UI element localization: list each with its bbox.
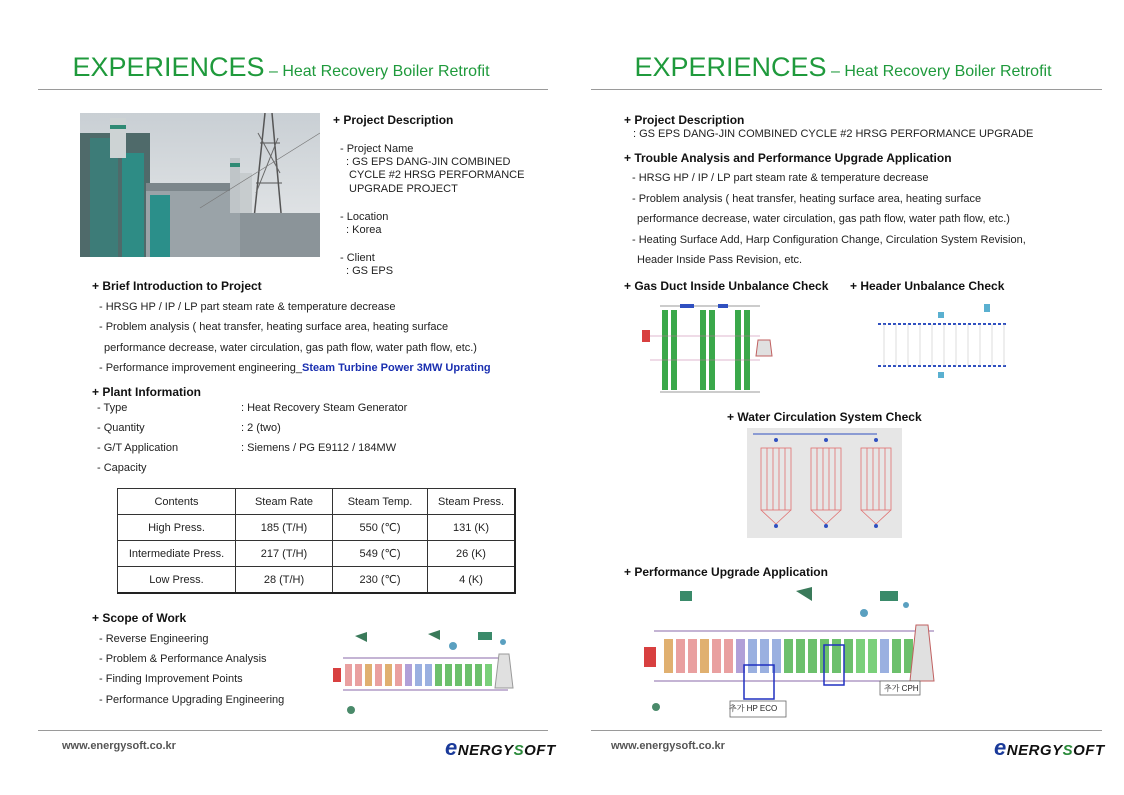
table-header-cell: Steam Press.	[428, 489, 516, 515]
scope-item: - Performance Upgrading Engineering	[99, 694, 285, 706]
scope-item: - Problem & Performance Analysis	[99, 653, 267, 665]
project-name-line: UPGRADE PROJECT	[349, 183, 458, 195]
brief-line: - HRSG HP / IP / LP part steam rate & temperature decrease	[99, 301, 396, 313]
table-cell: 26 (K)	[428, 541, 516, 567]
location-value: : Korea	[346, 224, 382, 236]
trouble-line: - Problem analysis ( heat transfer, heating surface area, heating surface	[632, 193, 982, 205]
bottom-divider	[591, 730, 1102, 731]
trouble-analysis-heading: + Trouble Analysis and Performance Upgrade Application	[624, 151, 952, 165]
project-description-heading: + Project Description	[624, 113, 745, 127]
table-header-cell: Steam Temp.	[333, 489, 428, 515]
plant-capacity-label: - Capacity	[97, 462, 147, 474]
trouble-line: Header Inside Pass Revision, etc.	[637, 254, 803, 266]
plant-gt-value: : Siemens / PG E9112 / 184MW	[241, 442, 397, 454]
brief-line: - Problem analysis ( heat transfer, heating surface area, heating surface	[99, 321, 449, 333]
trouble-line: performance decrease, water circulation, gas path flow, water path flow, etc.)	[637, 213, 1010, 225]
table-cell: 217 (T/H)	[236, 541, 333, 567]
brief-line-uprating: - Performance improvement engineering_Steam Turbine Power 3MW Uprating	[99, 362, 491, 374]
gas-duct-heading: + Gas Duct Inside Unbalance Check	[624, 279, 829, 293]
plant-type-value: : Heat Recovery Steam Generator	[241, 402, 408, 414]
tube-bank-group	[664, 639, 913, 673]
table-cell: 185 (T/H)	[236, 515, 333, 541]
table-cell: High Press.	[118, 515, 236, 541]
plant-gt-label: - G/T Application	[97, 442, 179, 454]
capacity-table	[117, 488, 516, 594]
table-cell: 549 (℃)	[333, 541, 428, 567]
hp-eco-label: 추가 HP ECO	[729, 704, 778, 713]
power-plant-photo	[80, 113, 320, 257]
water-circulation-diagram	[747, 428, 902, 538]
plant-info-heading: + Plant Information	[92, 385, 202, 399]
table-cell: Intermediate Press.	[118, 541, 236, 567]
table-row	[118, 541, 516, 567]
table-cell: 550 (℃)	[333, 515, 428, 541]
header-unbalance-heading: + Header Unbalance Check	[850, 279, 1005, 293]
top-divider	[591, 89, 1102, 90]
project-name-line: CYCLE #2 HRSG PERFORMANCE	[349, 169, 525, 181]
trouble-line: - Heating Surface Add, Harp Configuration Change, Circulation System Revision,	[632, 234, 1026, 246]
project-name-line: : GS EPS DANG-JIN COMBINED	[346, 156, 511, 168]
footer-url: www.energysoft.co.kr	[62, 740, 176, 752]
footer-url: www.energysoft.co.kr	[611, 740, 725, 752]
gas-duct-diagram	[640, 300, 780, 400]
page-title: EXPERIENCES – Heat Recovery Boiler Retrofit	[72, 52, 490, 82]
header-unbalance-diagram	[874, 300, 1014, 382]
trouble-line: - HRSG HP / IP / LP part steam rate & temperature decrease	[632, 172, 929, 184]
project-description-value: : GS EPS DANG-JIN COMBINED CYCLE #2 HRSG PERFORMANCE UPGRADE	[633, 128, 1034, 140]
hrsg-schematic-diagram	[333, 628, 523, 718]
table-cell: 230 (℃)	[333, 567, 428, 594]
bottom-divider	[38, 730, 548, 731]
uprating-highlight: Steam Turbine Power 3MW Uprating	[302, 362, 491, 374]
client-value: : GS EPS	[346, 265, 394, 277]
table-cell: 131 (K)	[428, 515, 516, 541]
right-page	[562, 0, 1124, 795]
table-cell: 4 (K)	[428, 567, 516, 594]
table-cell: 28 (T/H)	[236, 567, 333, 594]
plant-quantity-value: : 2 (two)	[241, 422, 281, 434]
plant-quantity-label: - Quantity	[97, 422, 145, 434]
page-title: EXPERIENCES – Heat Recovery Boiler Retrofit	[634, 52, 1052, 82]
scope-item: - Finding Improvement Points	[99, 673, 243, 685]
cph-label: 추가 CPH	[884, 684, 919, 693]
performance-upgrade-heading: + Performance Upgrade Application	[624, 565, 828, 579]
table-header-cell: Steam Rate	[236, 489, 333, 515]
brief-line: performance decrease, water circulation, gas path flow, water path flow, etc.)	[104, 342, 477, 354]
project-name-label: - Project Name	[340, 143, 414, 155]
brief-intro-heading: + Brief Introduction to Project	[92, 279, 262, 293]
table-row	[118, 515, 516, 541]
top-divider	[38, 89, 548, 90]
table-cell: Low Press.	[118, 567, 236, 594]
table-header-row	[118, 489, 516, 515]
plant-type-label: - Type	[97, 402, 128, 414]
energysoft-logo: eNERGYSOFT	[445, 735, 556, 760]
table-header-cell: Contents	[118, 489, 236, 515]
performance-upgrade-diagram	[644, 585, 944, 720]
project-description-heading: + Project Description	[333, 113, 454, 127]
water-circulation-heading: + Water Circulation System Check	[727, 410, 922, 424]
client-label: - Client	[340, 252, 375, 264]
energysoft-logo: eNERGYSOFT	[994, 735, 1105, 760]
tube-bank-group	[345, 664, 492, 686]
scope-item: - Reverse Engineering	[99, 633, 209, 645]
table-row	[118, 567, 516, 594]
scope-heading: + Scope of Work	[92, 611, 187, 625]
location-label: - Location	[340, 211, 389, 223]
